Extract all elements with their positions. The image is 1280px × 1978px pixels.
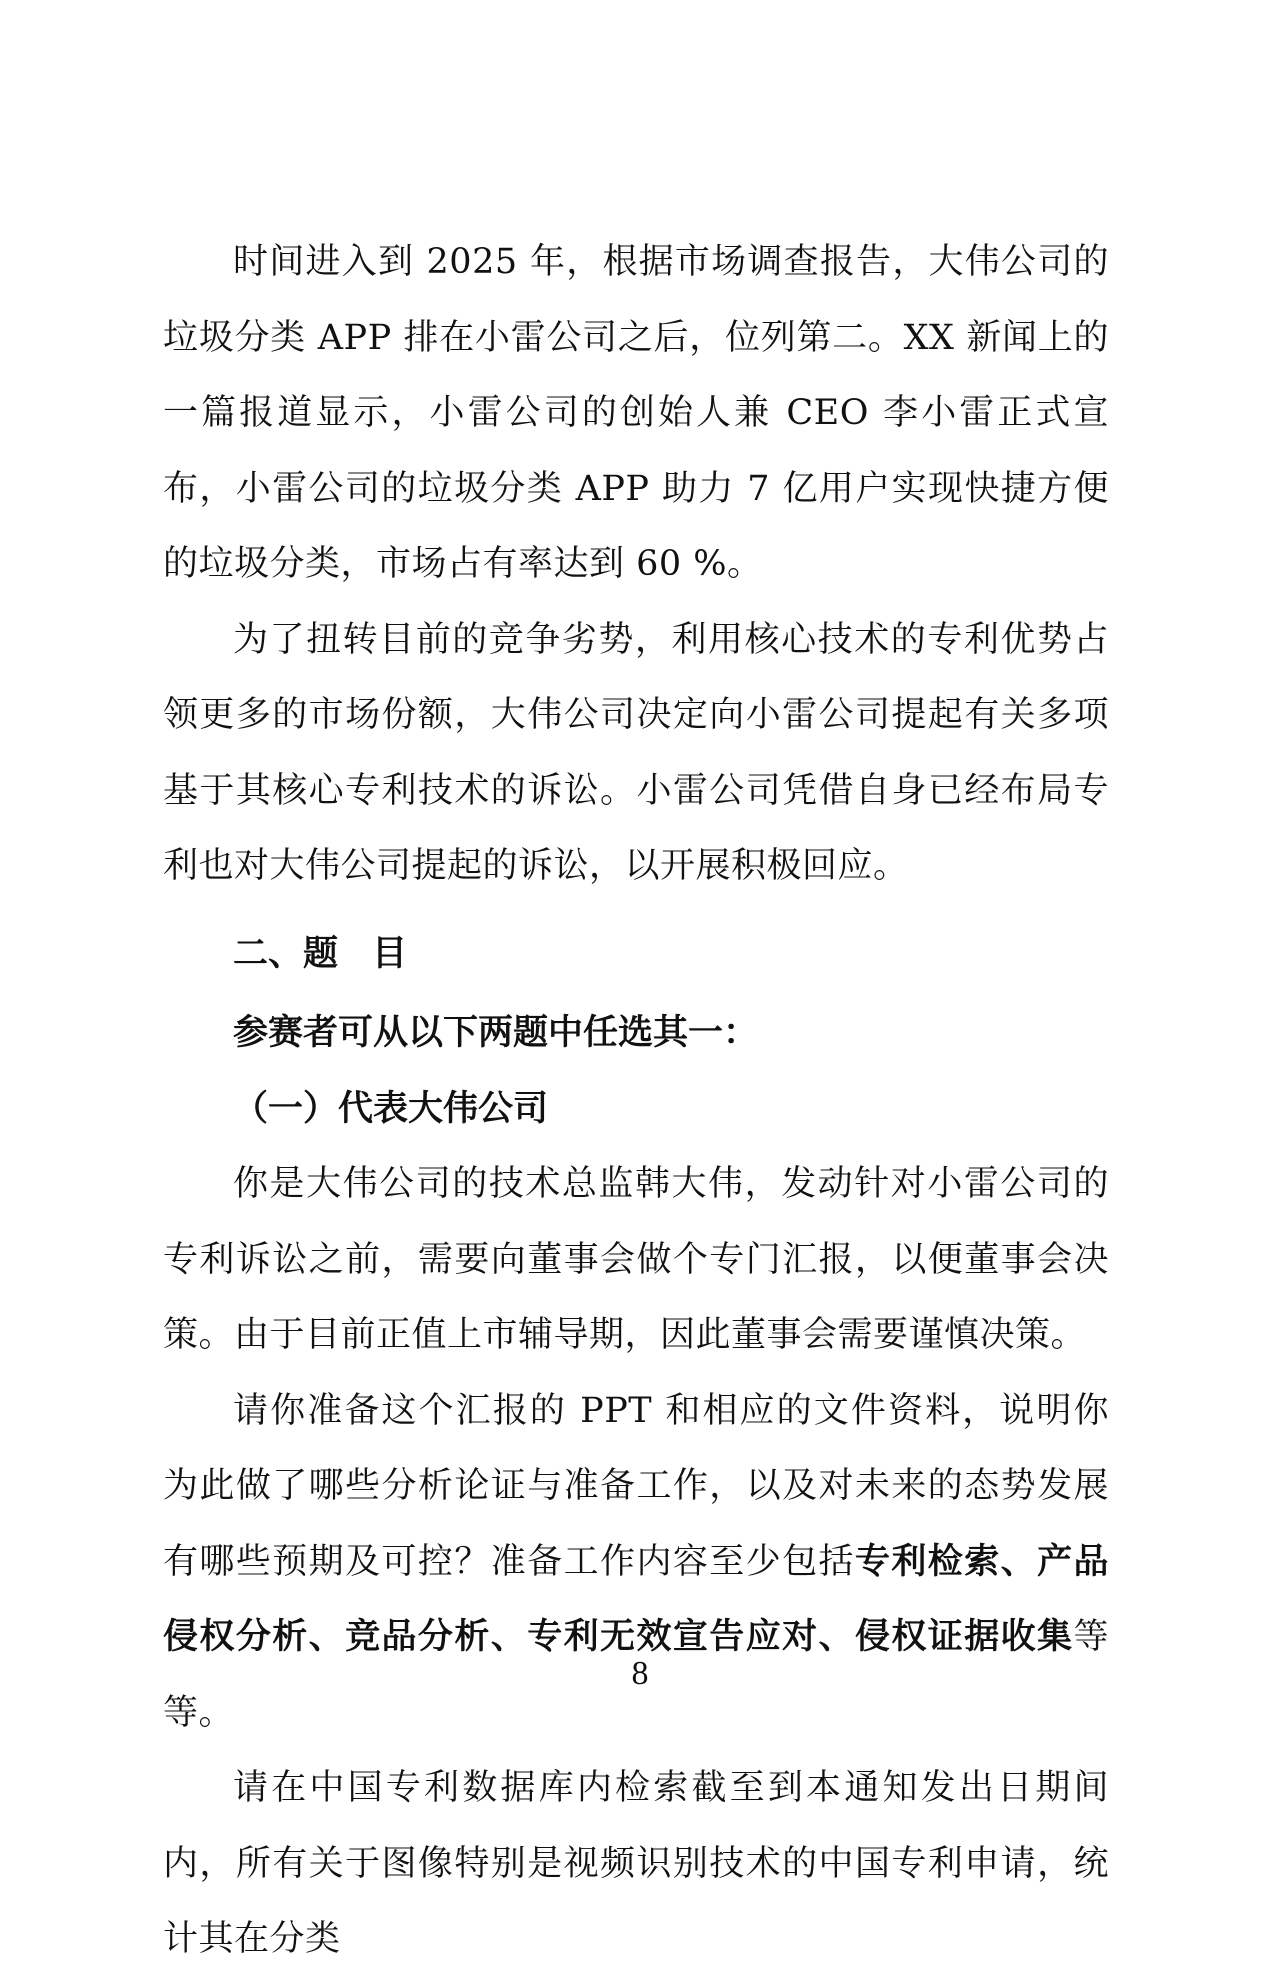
page-content <box>163 225 1109 1978</box>
preparation-key-items: 专利检索、产品侵权分析、竞品分析、专利无效宣告应对、侵权证据收集 <box>163 1541 1109 1657</box>
paragraph-market-report: 时间进入到 2025 年，根据市场调查报告，大伟公司的垃圾分类 APP 排在小雷公司之后，位列第二。XX 新闻上的一篇报道显示，小雷公司的创始人兼 CEO 李小雷正式宣布，小雷公司的垃圾分类 APP 助力 7 亿用户实现快捷方便的垃圾分类，市场占有率达到 60 %。 <box>163 242 1109 584</box>
preparation-text-end: 等等。 <box>163 1617 1109 1733</box>
section-heading <box>163 917 1109 993</box>
paragraph-patent-search: 请在中国专利数据库内检索截至到本通知发出日期间内，所有关于图像特别是视频识别技术的中国专利申请，统计其在分类 <box>163 1768 1109 1959</box>
section-heading-part2: 目 <box>372 933 408 974</box>
paragraph-preparation-requirements <box>163 1374 1109 1752</box>
section-heading-part1: 二、题 <box>233 933 339 974</box>
page-number: 8 <box>631 1655 649 1692</box>
paragraph-role-description: 你是大伟公司的技术总监韩大伟，发动针对小雷公司的专利诉讼之前，需要向董事会做个专门汇报，以便董事会决策。由于目前正值上市辅导期，因此董事会需要谨慎决策。 <box>163 1164 1109 1355</box>
preparation-text-start: 请你准备这个汇报的 PPT 和相应的文件资料，说明你为此做了哪些分析论证与准备工作，以及对未来的态势发展有哪些预期及可控？准备工作内容至少包括 <box>163 1390 1109 1582</box>
section-intro: 参赛者可从以下两题中任选其一： <box>233 1013 759 1053</box>
option-one-title: （一）代表大伟公司 <box>233 1088 549 1129</box>
paragraph-litigation-decision: 为了扭转目前的竞争劣势，利用核心技术的专利优势占领更多的市场份额，大伟公司决定向小雷公司提起有关多项基于其核心专利技术的诉讼。小雷公司凭借自身已经布局专利也对大伟公司提起的诉讼，以开展积极回应。 <box>163 619 1109 886</box>
